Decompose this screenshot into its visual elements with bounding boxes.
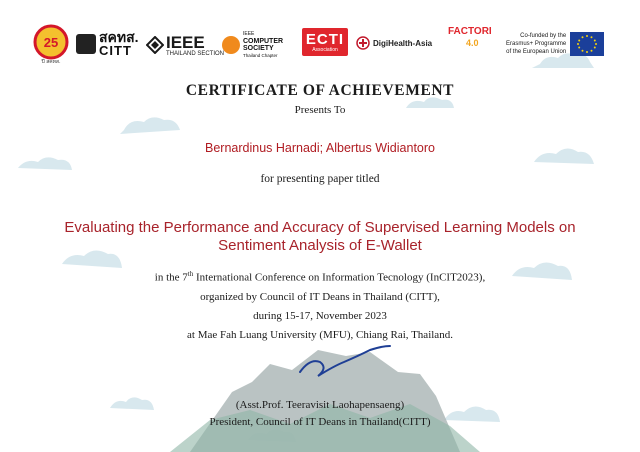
ordinal-suffix: th [187, 270, 194, 278]
ieee-logo [146, 28, 224, 62]
eu-line-2: Erasmus+ Programme [506, 41, 567, 47]
anniversary-caption: ปี สคทส. [41, 59, 61, 64]
ieee-diamond-icon [146, 36, 164, 54]
computer-society-emblem-icon [222, 36, 240, 54]
signatory-role: President, Council of IT Deans in Thailand(CITT) [209, 416, 431, 428]
for-presenting-label: for presenting paper titled [260, 173, 380, 185]
factori-logo [448, 26, 492, 64]
eu-line-3: of the European Union [506, 49, 567, 55]
cs-ieee-text: IEEE [243, 31, 255, 37]
anniversary-seal-icon [32, 24, 70, 64]
ecti-text: ECTI [305, 30, 345, 48]
date-line: during 15-17, November 2023 [253, 309, 387, 322]
eu-flag-icon [570, 32, 604, 56]
digihealth-text: DigiHealth-Asia [373, 38, 433, 48]
conference-prefix: in the 7 [154, 271, 188, 284]
eu-line-1: Co-funded by the [520, 33, 567, 39]
cs-computer-text: COMPUTER [243, 38, 284, 45]
conference-details [0, 265, 640, 345]
digihealth-logo [356, 34, 432, 52]
cs-society-text: SOCIETY [243, 45, 274, 52]
computer-society-logo [222, 28, 283, 62]
conference-line [0, 265, 640, 288]
organizer-line: organized by Council of IT Deans in Thailand (CITT), [200, 290, 440, 303]
ecti-sub-text: Association [312, 46, 338, 53]
factori-version: 4.0 [466, 38, 479, 48]
signatory-name: (Asst.Prof. Teeravisit Laohapensaeng) [235, 399, 405, 411]
signatory-block [0, 397, 640, 431]
paper-title-line-1: Evaluating the Performance and Accuracy of Supervised Learning Models on [64, 219, 576, 236]
factori-text: FACTORI [448, 26, 492, 37]
ieee-text: IEEE [166, 32, 205, 52]
cloud-shape [18, 157, 72, 170]
recipient-names: Bernardinus Harnadi; Albertus Widiantoro [205, 141, 435, 155]
presents-to-label: Presents To [294, 104, 346, 116]
citt-text: CITT [99, 43, 132, 58]
anniversary-logo [32, 24, 70, 64]
citt-emblem-icon [76, 34, 96, 54]
digihealth-icon [356, 36, 370, 50]
venue-line: at Mae Fah Luang University (MFU), Chiang Rai, Thailand. [187, 328, 453, 341]
citt-logo [76, 26, 139, 62]
cs-chapter-text: Thailand Chapter [243, 53, 278, 58]
conference-name: International Conference on Information Tecnology (InCIT2023), [193, 271, 486, 284]
cloud-shape [120, 117, 180, 134]
anniversary-number: 25 [43, 35, 59, 50]
sponsor-logo-strip [0, 22, 640, 68]
paper-title [40, 219, 600, 255]
ieee-section-text: THAILAND SECTION [166, 50, 225, 57]
erasmus-logo [506, 28, 604, 60]
citt-thai-text: สคทส. [99, 29, 139, 45]
certificate-title: CERTIFICATE OF ACHIEVEMENT [185, 82, 455, 99]
paper-title-line-2: Sentiment Analysis of E-Wallet [218, 237, 422, 254]
ecti-logo [302, 28, 348, 56]
